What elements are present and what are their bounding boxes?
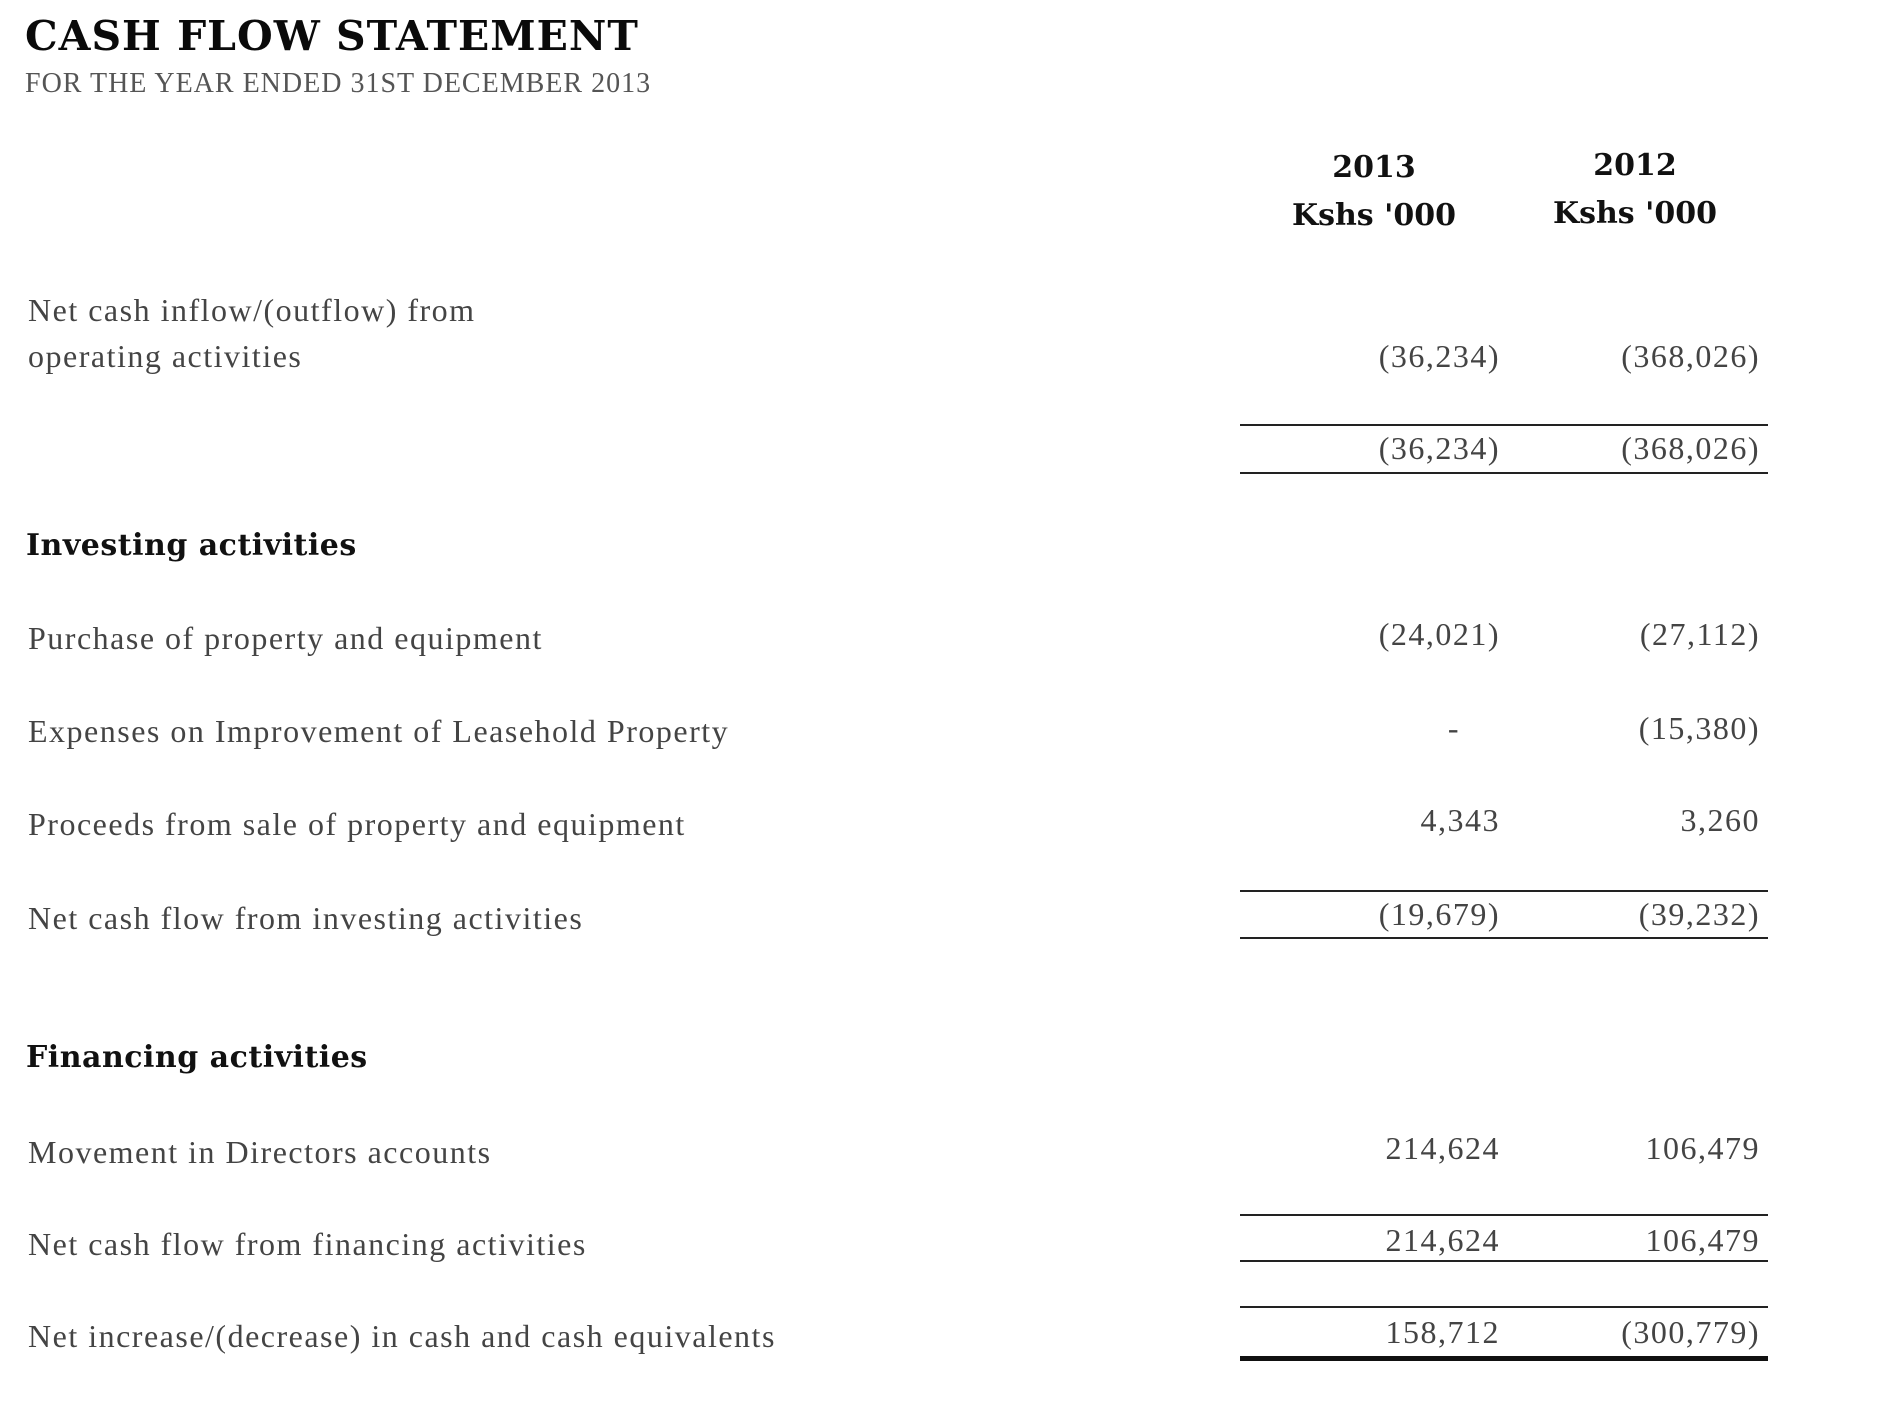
row-label: Movement in Directors accounts (28, 1134, 492, 1170)
row-value-2012: (300,779) (1621, 1314, 1760, 1350)
statement-title: CASH FLOW STATEMENT (25, 12, 639, 60)
statement-subtitle: FOR THE YEAR ENDED 31ST DECEMBER 2013 (25, 68, 652, 99)
row-value-2013: 214,624 (1385, 1222, 1500, 1258)
financing-total-top-rule (1240, 1214, 1768, 1216)
row-value-2012: (27,112) (1639, 616, 1760, 652)
operating-label-line2: operating activities (28, 338, 303, 374)
investing-heading: Investing activities (26, 528, 357, 563)
investing-total-bottom-rule (1240, 937, 1768, 939)
row-value-2013: 4,343 (1420, 802, 1500, 838)
financing-total-bottom-rule (1240, 1260, 1768, 1262)
row-label: Net cash flow from financing activities (28, 1226, 587, 1262)
column-year-2012: 2012 (1593, 148, 1677, 183)
row-label: Purchase of property and equipment (28, 620, 543, 656)
column-unit-2012: Kshs '000 (1553, 196, 1717, 231)
column-unit-2013: Kshs '000 (1292, 198, 1456, 233)
financing-heading: Financing activities (26, 1040, 368, 1075)
net-change-double-rule (1240, 1356, 1768, 1361)
row-label: Expenses on Improvement of Leasehold Property (28, 713, 730, 749)
operating-value-2012: (368,026) (1621, 338, 1760, 374)
row-label: Net cash flow from investing activities (28, 900, 584, 936)
operating-value-2013: (36,234) (1378, 338, 1500, 374)
operating-subtotal-top-rule (1240, 424, 1768, 426)
row-value-2013: - (1447, 710, 1460, 746)
row-value-2012: (15,380) (1638, 710, 1760, 746)
row-value-2012: 106,479 (1645, 1130, 1760, 1166)
row-value-2013: (19,679) (1378, 896, 1500, 932)
column-year-2013: 2013 (1332, 150, 1416, 185)
row-value-2012: (39,232) (1638, 896, 1760, 932)
operating-subtotal-2013: (36,234) (1378, 430, 1500, 466)
row-label: Net increase/(decrease) in cash and cash equivalents (28, 1318, 776, 1354)
net-change-top-rule (1240, 1306, 1768, 1308)
operating-subtotal-2012: (368,026) (1621, 430, 1760, 466)
row-value-2012: 106,479 (1645, 1222, 1760, 1258)
operating-subtotal-bottom-rule (1240, 472, 1768, 474)
investing-total-top-rule (1240, 890, 1768, 892)
row-value-2013: 214,624 (1385, 1130, 1500, 1166)
operating-label-line1: Net cash inflow/(outflow) from (28, 292, 476, 328)
row-label: Proceeds from sale of property and equipment (28, 806, 686, 842)
row-value-2012: 3,260 (1680, 802, 1760, 838)
row-value-2013: 158,712 (1385, 1314, 1500, 1350)
row-value-2013: (24,021) (1378, 616, 1500, 652)
